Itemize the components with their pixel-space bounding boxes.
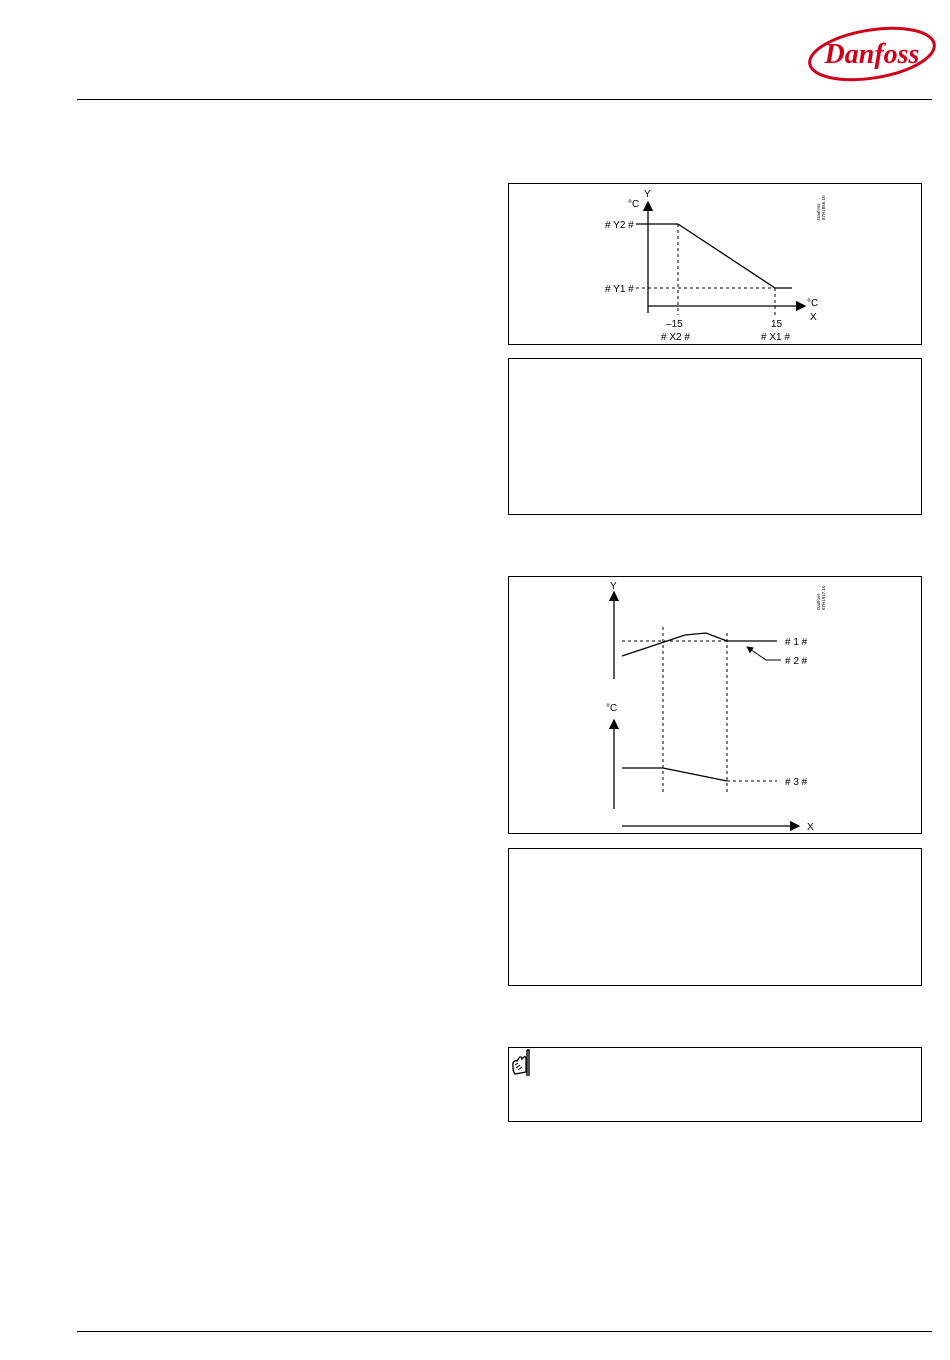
upper-curve: [622, 633, 727, 656]
footer-rule: [77, 1331, 932, 1332]
svg-text:Danfoss: Danfoss: [816, 203, 821, 220]
lower-curve: [622, 768, 727, 781]
drawing-code: [816, 195, 826, 220]
x-tick-right: 15: [771, 319, 783, 330]
text-box-1: [508, 358, 922, 515]
figure-2-box: [508, 576, 922, 834]
label-3: # 3 #: [785, 777, 808, 788]
text-box-2: [508, 848, 922, 986]
svg-text:Danfoss: Danfoss: [824, 39, 920, 70]
label-2-leader: [747, 647, 781, 660]
y2-label: # Y2 #: [605, 220, 634, 231]
figure-1-box: [508, 183, 922, 345]
y1-label: # Y1 #: [605, 284, 634, 295]
y-axis-unit: °C: [628, 199, 640, 210]
danfoss-logo: [806, 26, 938, 82]
x2-label: # X2 #: [661, 332, 690, 343]
figure-1-diagram: [509, 184, 923, 346]
svg-text:87H1917.10: 87H1917.10: [821, 585, 826, 610]
svg-text:Danfoss: Danfoss: [816, 593, 821, 610]
lower-y-unit: °C: [606, 703, 618, 714]
x-axis-label: X: [807, 822, 814, 833]
drawing-code: [816, 585, 826, 610]
upper-y-label: Y: [610, 581, 617, 592]
svg-text:87H1856.10: 87H1856.10: [821, 195, 826, 220]
header-rule: [77, 99, 932, 100]
slope-line: [678, 224, 775, 288]
label-1: # 1 #: [785, 637, 808, 648]
label-2: # 2 #: [785, 656, 808, 667]
x-axis-unit: °C: [807, 298, 819, 309]
figure-2-diagram: [509, 577, 923, 835]
hand-note-icon: [509, 1048, 533, 1078]
y-axis-label: Y: [644, 189, 651, 200]
note-box: [508, 1047, 922, 1122]
x1-label: # X1 #: [761, 332, 790, 343]
x-tick-left: –15: [666, 319, 683, 330]
x-axis-label: X: [810, 312, 817, 323]
